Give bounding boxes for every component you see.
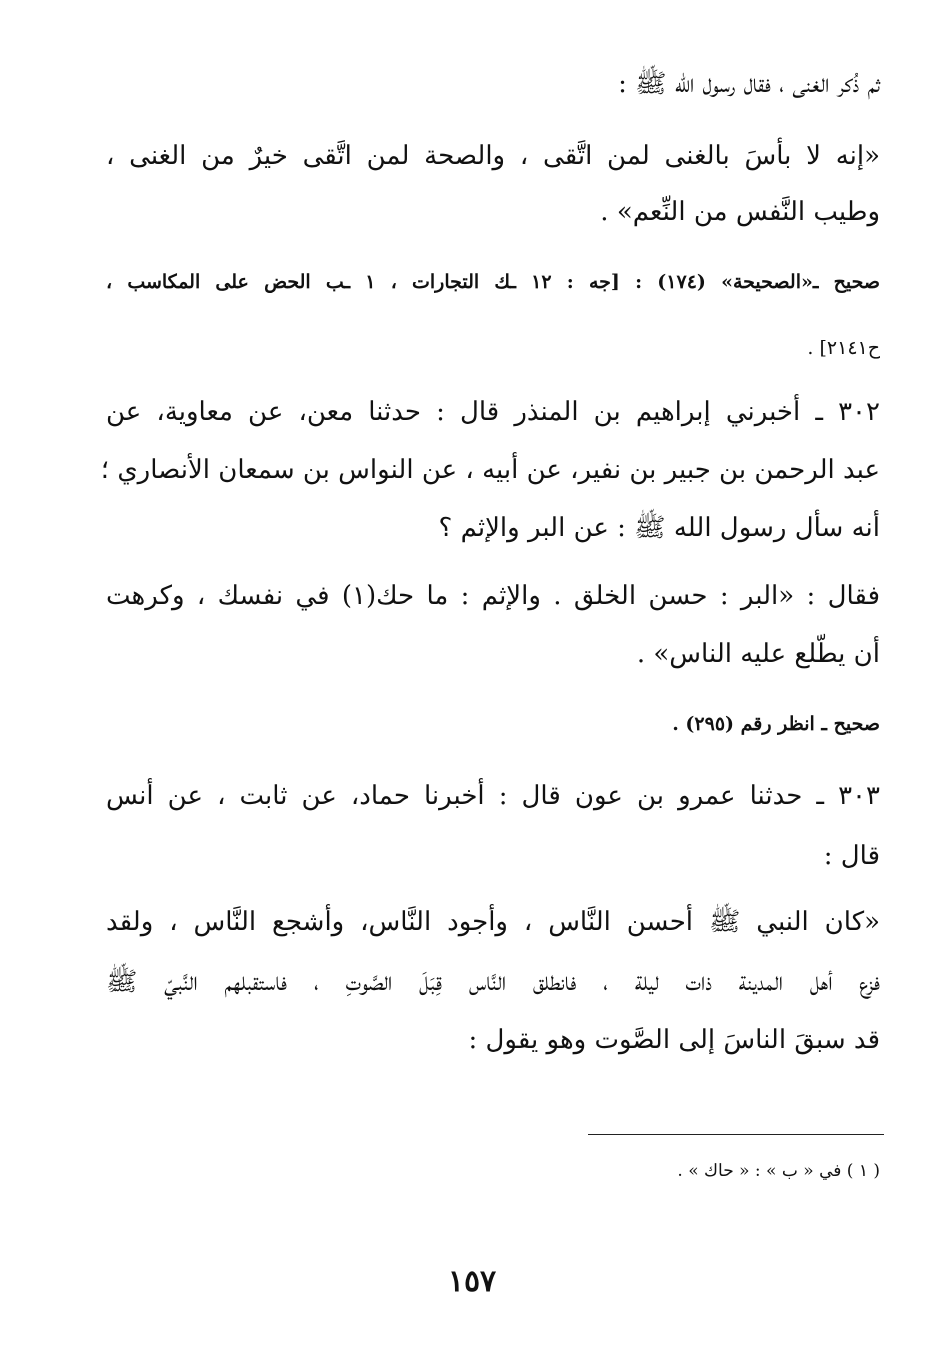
hadith-302-line-2: عبد الرحمن بن جبير بن نفير، عن أبيه ، عن النواس بن سمعان الأنصاري ؛ — [100, 455, 880, 485]
grading-note-line-1: صحيح ـ«الصحيحة» (١٧٤) : [جه : ١٢ ـك التجارات ، ١ ـب الحض على المكاسب ، — [106, 271, 880, 293]
footnote: ( ١ ) في « ب » : « حاك » . — [677, 1161, 880, 1181]
text-line-1: ثم ذُكر الغنى ، فقال رسول الله ﷺ : — [618, 69, 880, 99]
hadith-303-text-line-2: فزع أهل المدينة ذات ليلة ، فانطلق النَّاس قِبَلَ الصَّوتِ ، فاستقبلهم النَّبيّ ﷺ — [106, 967, 880, 997]
hadith-302-answer-line-2: أن يطّلع عليه الناس» . — [636, 639, 880, 669]
page-number: ١٥٧ — [447, 1264, 497, 1299]
hadith-303-line-1: ٣٠٣ ـ حدثنا عمرو بن عون قال : أخبرنا حماد، عن ثابت ، عن أنس — [106, 781, 880, 811]
hadith-302-line-3: أنه سأل رسول الله ﷺ : عن البر والإثم ؟ — [438, 513, 880, 543]
footnote-divider — [588, 1134, 884, 1135]
grading-note-302: صحيح ـ انظر رقم (٢٩٥) . — [672, 713, 880, 735]
hadith-303-line-2: قال : — [823, 841, 880, 871]
grading-note-line-2: ح٢١٤١] . — [807, 337, 880, 359]
hadith-text-line-1: «إنه لا بأسَ بالغنى لمن اتَّقى ، والصحة لمن اتَّقى خيرٌ من الغنى ، — [106, 141, 880, 171]
hadith-303-text-line-3: قد سبقَ الناسَ إلى الصَّوت وهو يقول : — [468, 1025, 880, 1055]
hadith-303-text-line-1: «كان النبي ﷺ أحسن النَّاس ، وأجود النَّاس، وأشجع النَّاس ، ولقد — [106, 907, 880, 937]
hadith-302-answer-line-1: فقال : «البر : حسن الخلق . والإثم : ما حك(١) في نفسك ، وكرهت — [106, 581, 881, 611]
hadith-text-line-2: وطيب النَّفس من النِّعم» . — [600, 197, 880, 227]
hadith-302-line-1: ٣٠٢ ـ أخبرني إبراهيم بن المنذر قال : حدثنا معن، عن معاوية، عن — [106, 397, 880, 427]
